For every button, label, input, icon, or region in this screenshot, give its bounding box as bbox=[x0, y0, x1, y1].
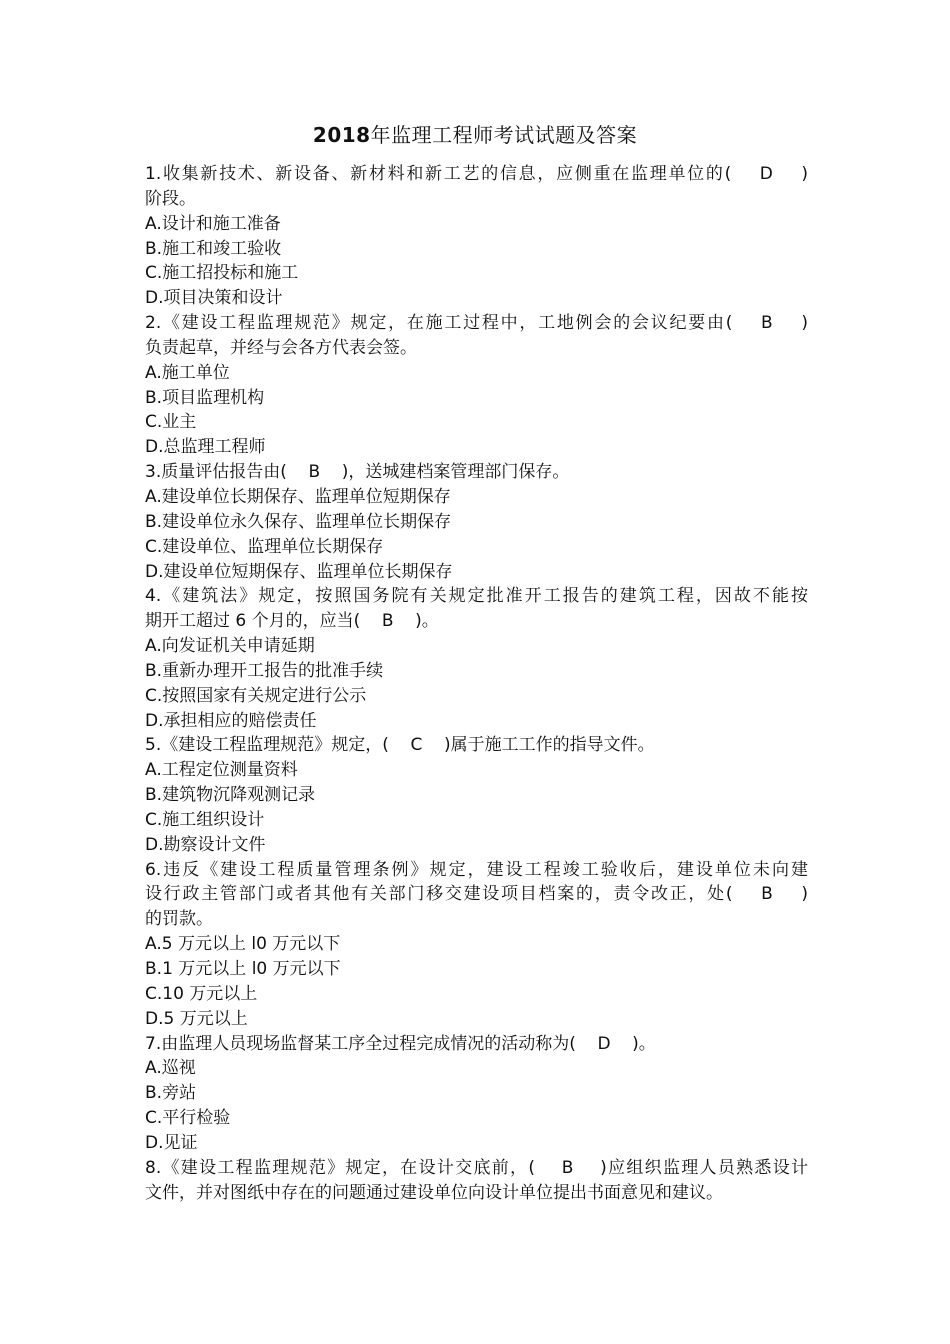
text-line: D.见证 bbox=[145, 1132, 198, 1153]
text-line: A.巡视 bbox=[145, 1058, 196, 1079]
title-year: 2018 bbox=[312, 123, 371, 147]
text-line: D.建设单位短期保存、监理单位长期保存 bbox=[145, 561, 453, 582]
text-line: 的罚款。 bbox=[145, 909, 213, 930]
text-line: 7.由监理人员现场监督某工序全过程完成情况的活动称为( D )。 bbox=[145, 1033, 656, 1054]
text-line: D.项目决策和设计 bbox=[145, 288, 283, 309]
text-line: B.重新办理开工报告的批准手续 bbox=[145, 660, 384, 681]
text-line: C.施工招投标和施工 bbox=[145, 263, 299, 284]
text-line: B.建设单位永久保存、监理单位长期保存 bbox=[145, 511, 452, 532]
text-line: A.工程定位测量资料 bbox=[145, 760, 298, 781]
text-line: C.业主 bbox=[145, 412, 197, 433]
text-line: 设行政主管部门或者其他有关部门移交建设项目档案的，责令改正，处( B ) bbox=[145, 884, 808, 905]
text-line: B.施工和竣工验收 bbox=[145, 238, 282, 259]
text-line: 文件，并对图纸中存在的问题通过建设单位向设计单位提出书面意见和建议。 bbox=[145, 1182, 723, 1203]
text-line: D.承担相应的赔偿责任 bbox=[145, 710, 317, 731]
text-line: A.建设单位长期保存、监理单位短期保存 bbox=[145, 486, 451, 507]
text-line: B.项目监理机构 bbox=[145, 387, 265, 408]
text-line: 3.质量评估报告由( B )，送城建档案管理部门保存。 bbox=[145, 462, 570, 483]
text-line: 阶段。 bbox=[145, 188, 196, 209]
text-line: B.建筑物沉降观测记录 bbox=[145, 785, 316, 806]
text-line: A.5 万元以上 l0 万元以下 bbox=[145, 934, 341, 955]
text-line: 5.《建设工程监理规范》规定，( C )属于施工工作的指导文件。 bbox=[145, 735, 655, 756]
text-line: C.按照国家有关规定进行公示 bbox=[145, 685, 367, 706]
document-title bbox=[0, 120, 950, 150]
text-line: 负责起草，并经与会各方代表会签。 bbox=[145, 337, 417, 358]
text-line: 6.违反《建设工程质量管理条例》规定，建设工程竣工验收后，建设单位未向建 bbox=[145, 859, 808, 880]
text-line: D.5 万元以上 bbox=[145, 1008, 248, 1029]
text-line: C.建设单位、监理单位长期保存 bbox=[145, 536, 384, 557]
text-line: C.10 万元以上 bbox=[145, 983, 258, 1004]
text-line: 4.《建筑法》规定，按照国务院有关规定批准开工报告的建筑工程，因故不能按 bbox=[145, 586, 808, 607]
text-line: 期开工超过 6 个月的，应当( B )。 bbox=[145, 611, 439, 632]
text-line: A.设计和施工准备 bbox=[145, 213, 281, 234]
text-line: B.旁站 bbox=[145, 1083, 197, 1104]
text-line: 8.《建设工程监理规范》规定，在设计交底前，( B )应组织监理人员熟悉设计 bbox=[145, 1157, 808, 1178]
text-line: D.勘察设计文件 bbox=[145, 834, 266, 855]
text-line: B.1 万元以上 l0 万元以下 bbox=[145, 959, 341, 979]
text-line: A.施工单位 bbox=[145, 362, 230, 383]
title-text: 年监理工程师考试试题及答案 bbox=[370, 123, 638, 147]
text-line: C.施工组织设计 bbox=[145, 809, 265, 830]
text-line: A.向发证机关申请延期 bbox=[145, 636, 315, 657]
text-line: C.平行检验 bbox=[145, 1108, 231, 1129]
document-body bbox=[145, 162, 808, 1205]
text-line: 2.《建设工程监理规范》规定，在施工过程中，工地例会的会议纪要由( B ) bbox=[145, 313, 808, 334]
text-line: 1.收集新技术、新设备、新材料和新工艺的信息，应侧重在监理单位的( D ) bbox=[145, 164, 808, 184]
text-line: D.总监理工程师 bbox=[145, 437, 266, 458]
